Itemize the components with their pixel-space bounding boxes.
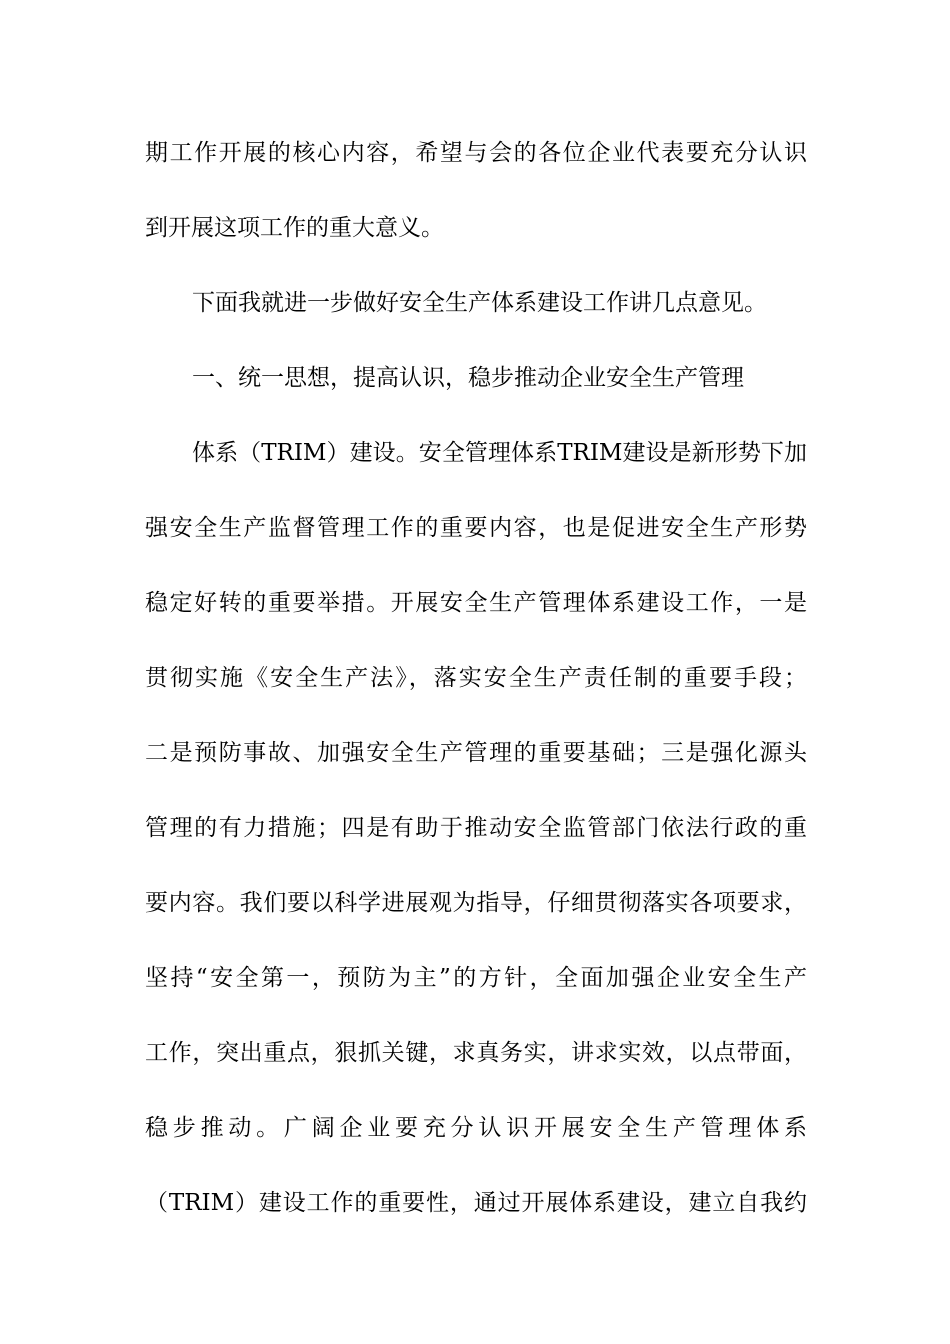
text-line-2: 到开展这项工作的重大意义。: [145, 215, 444, 241]
text-line-4: 一、统一思想，提高认识，稳步推动企业安全生产管理: [192, 365, 744, 391]
text-line-11: 要内容。我们要以科学进展观为指导，仔细贯彻落实各项要求，: [145, 890, 807, 916]
text-line-1: 期工作开展的核心内容，希望与会的各位企业代表要充分认识: [145, 140, 807, 166]
text-line-3: 下面我就进一步做好安全生产体系建设工作讲几点意见。: [192, 290, 767, 316]
text-line-10: 管理的有力措施；四是有助于推动安全监管部门依法行政的重: [145, 815, 807, 841]
text-line-9: 二是预防事故、加强安全生产管理的重要基础；三是强化源头: [145, 740, 807, 766]
text-line-14: 稳步推动。广阔企业要充分认识开展安全生产管理体系: [145, 1115, 807, 1141]
text-line-12: 坚持“安全第一，预防为主”的方针，全面加强企业安全生产: [145, 965, 807, 991]
text-line-7: 稳定好转的重要举措。开展安全生产管理体系建设工作，一是: [145, 590, 807, 616]
text-line-6: 强安全生产监督管理工作的重要内容，也是促进安全生产形势: [145, 515, 807, 541]
text-line-5: 体系（TRIM）建设。安全管理体系TRIM建设是新形势下加: [192, 440, 807, 466]
text-line-15: （TRIM）建设工作的重要性，通过开展体系建设，建立自我约: [145, 1190, 807, 1216]
text-line-13: 工作，突出重点，狠抓关键，求真务实，讲求实效，以点带面，: [145, 1040, 807, 1066]
body-text: [145, 131, 807, 1256]
text-line-8: 贯彻实施《安全生产法》，落实安全生产责任制的重要手段；: [145, 665, 807, 691]
